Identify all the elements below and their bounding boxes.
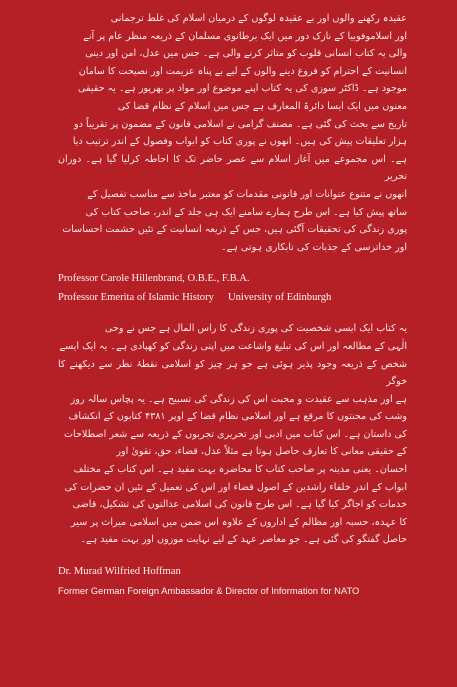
text-line: شخص کے ذریعہ وجود پذیر ہوئی ہے جو ہر چیز کو اسلامی نقطۂ نظر سے دیکھنے کا خوگر [58, 358, 407, 388]
text-line: پوری زندگی کی تحقیقات آگئی ہیں، جس کے ذریعہ انسانیت کے تئیں حشمت احساسات [62, 224, 407, 236]
review-1-author-name: Professor Carole Hillenbrand, O.B.E., F.B.A. [58, 273, 250, 285]
text-line: ساتھ پیش کیا ہے۔ اس طرح ہمارے سامنے ایک ہی جلد کے اندر، صاحب کتاب کی [85, 206, 407, 218]
text-line: الٰہی کے مطالعہ اور اس کی تبلیغ واشاعت میں اپنی زندگی کو کھپادی ہے۔ یہ ایک ایسے [59, 340, 407, 352]
review-2-text [58, 320, 407, 549]
review-1-author-affiliation: University of Edinburgh [227, 292, 332, 304]
text-line: کے حقیقی معانی کا تعارف حاصل ہوتا ہے مثلاً عدل، قضاء، حق، تقویٰ اور [116, 446, 407, 458]
text-line: کی داستان ہے۔ اس کتاب میں ادبی اور تحریری تجربوں کے ذریعہ سے شعر اصطلاحات [63, 428, 407, 440]
text-line: تاریخ سے بحث کی گئی ہے۔ مصنف گرامی نے اسلامی قانون کے مضمون پر تقریباً دو [73, 118, 407, 130]
text-line: اور اسلاموفوبیا کے نازک دور میں ایک برطانوی مسلمان کے ذریعہ منظر عام پر آنے [83, 30, 407, 42]
review-1-author-credentials [58, 288, 407, 307]
text-line: والی یہ کتاب انسانی قلوب کو متاثر کرنے والی ہے۔ جس میں عدل، امن اور دینی [85, 48, 407, 60]
text-line: یہ کتاب ایک ایسی شخصیت کی پوری زندگی کا راس المال ہے جس نے وحی [104, 323, 407, 335]
review-1-author-title: Professor Emerita of Islamic History [58, 292, 214, 304]
review-2-author-name: Dr. Murad Wilfried Hoffman [58, 566, 181, 578]
text-line: ہے۔ اس مجموعے میں آغاز اسلام سے عصر حاضر تک کا احاطہ کرلیا گیا ہے۔ دوران تحریر [58, 153, 407, 183]
text-line: عقیدہ رکھنے والوں اور بے عقیدہ لوگوں کے درمیان اسلام کی غلط ترجمانی [110, 13, 407, 24]
text-line: انھوں نے متنوع عنوانات اور قانونی مقدمات کو معتبر ماخذ سے مناسب تفصیل کے [87, 188, 407, 200]
review-1-text [58, 10, 407, 256]
text-line: احسان۔ یعنی مدینہ پر صاحب کتاب کا محاضرہ بہت مفید ہے۔ اس کتاب کے مختلف [73, 464, 407, 476]
text-line: کا عہدہ، حسبہ اور مظالم کے اداروں کے علاوہ اس ضمن میں اسلامی میراث پر سیر [71, 516, 407, 528]
text-line: معنوں میں ایک ایسا دائرۃ المعارف ہے جس میں اسلام کے نظام قضا کی [117, 100, 407, 112]
text-line: انسانیت کے احترام کو فروغ دینے والوں کے لیے بے پناہ عزیمت اور نصیحت کا سامان [78, 65, 407, 77]
text-line: ہزار تعلیقات پیش کی ہیں۔ انھوں نے پوری کتاب کو ابواب وفصول کے اندر ترتیب دیا [72, 136, 407, 148]
text-line: ابواب کے اندر خلفاء راشدین کے اصول قضاء اور اس کی تعمیل کے تئیں ان حضرات کی [64, 481, 407, 493]
text-line: وشب کی محنتوں کا مرقع ہے اور اسلامی نظام قضا کے اوپر ۴۳۸۱ کتابوں کے انکشاف [68, 411, 407, 423]
text-line: اور خداترسی کے جذبات کی تابکاری ہوتی ہے۔ [221, 241, 407, 253]
text-line: موجود ہے۔ ڈاکٹر سوزی کی یہ کتاب اپنے موضوع اور مواد پر بھرپور ہے۔ یہ حقیقی [78, 83, 407, 95]
text-line: ہے اور مذہب سے عقیدت و محبت اس کی زندگی کی تسبیح ہے۔ یہ پچاس سالہ روز [70, 393, 407, 405]
review-2-author-title: Former German Foreign Ambassador & Director of Information for NATO [58, 585, 360, 597]
text-line: حاصل گفتگو کی گئی ہے۔ جو معاصر عہد کے لیے نہایت موزوں اور بہت مفید ہے۔ [80, 534, 407, 546]
text-line: خدمات کو اجاگر کیا گیا ہے۔ اس طرح قانون کی اسلامی عدالتوں کی تشکیل، قاضی [72, 499, 407, 511]
